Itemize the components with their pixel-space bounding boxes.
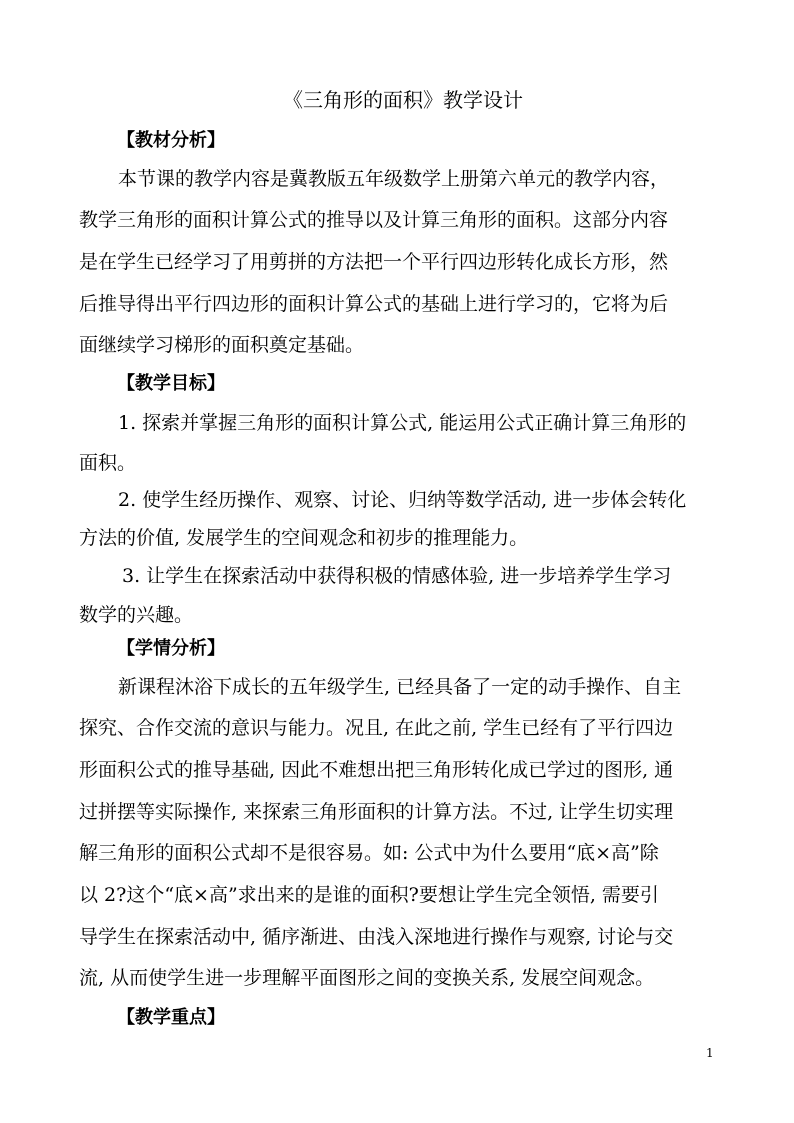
document-title: 《三角形的面积》教学设计 <box>283 88 523 112</box>
paragraph-line: 形面积公式的推导基础, 因此不难想出把三角形转化成已学过的图形, 通 <box>79 759 674 781</box>
paragraph-line: 本节课的教学内容是冀教版五年级数学上册第六单元的教学内容， <box>118 168 670 190</box>
paragraph-line: 导学生在探索活动中, 循序渐进、由浅入深地进行操作与观察, 讨论与交 <box>79 926 674 948</box>
paragraph-line: 后推导得出平行四边形的面积计算公式的基础上进行学习的，它将为后 <box>79 293 669 315</box>
section-heading-teaching-goals: 【教学目标】 <box>117 373 225 394</box>
paragraph-line: 解三角形的面积公式却不是很容易。如: 公式中为什么要用“底×高”除 <box>79 842 659 864</box>
paragraph-line: 面积。 <box>79 452 137 474</box>
paragraph-line: 教学三角形的面积计算公式的推导以及计算三角形的面积。这部分内容 <box>79 209 669 231</box>
section-heading-student-analysis: 【学情分析】 <box>117 638 225 659</box>
paragraph-line: 探究、合作交流的意识与能力。况且, 在此之前, 学生已经有了平行四边 <box>79 717 674 739</box>
paragraph-line: 过拼摆等实际操作, 来探索三角形面积的计算方法。不过, 让学生切实理 <box>79 801 674 823</box>
paragraph-line: 方法的价值, 发展学生的空间观念和初步的推理能力。 <box>79 527 529 549</box>
paragraph-line: 是在学生已经学习了用剪拼的方法把一个平行四边形转化成长方形，然 <box>79 251 669 273</box>
paragraph-line: 流, 从而使学生进一步理解平面图形之间的变换关系, 发展空间观念。 <box>79 967 655 989</box>
paragraph-line: 以 2?这个“底×高”求出来的是谁的面积?要想让学生完全领悟, 需要引 <box>79 884 659 906</box>
section-heading-textbook-analysis: 【教材分析】 <box>117 130 225 151</box>
paragraph-line: 新课程沐浴下成长的五年级学生, 已经具备了一定的动手操作、自主 <box>118 676 682 698</box>
paragraph-line: 面继续学习梯形的面积奠定基础。 <box>79 334 365 356</box>
paragraph-line: 3. 让学生在探索活动中获得积极的情感体验, 进一步培养学生学习 <box>122 565 672 587</box>
section-heading-teaching-focus: 【教学重点】 <box>117 1007 225 1028</box>
paragraph-line: 2. 使学生经历操作、观察、讨论、归纳等数学活动, 进一步体会转化 <box>118 489 687 511</box>
paragraph-line: 数学的兴趣。 <box>79 604 194 626</box>
page-number: 1 <box>706 1046 714 1060</box>
paragraph-line: 1. 探索并掌握三角形的面积计算公式, 能运用公式正确计算三角形的 <box>118 412 687 434</box>
